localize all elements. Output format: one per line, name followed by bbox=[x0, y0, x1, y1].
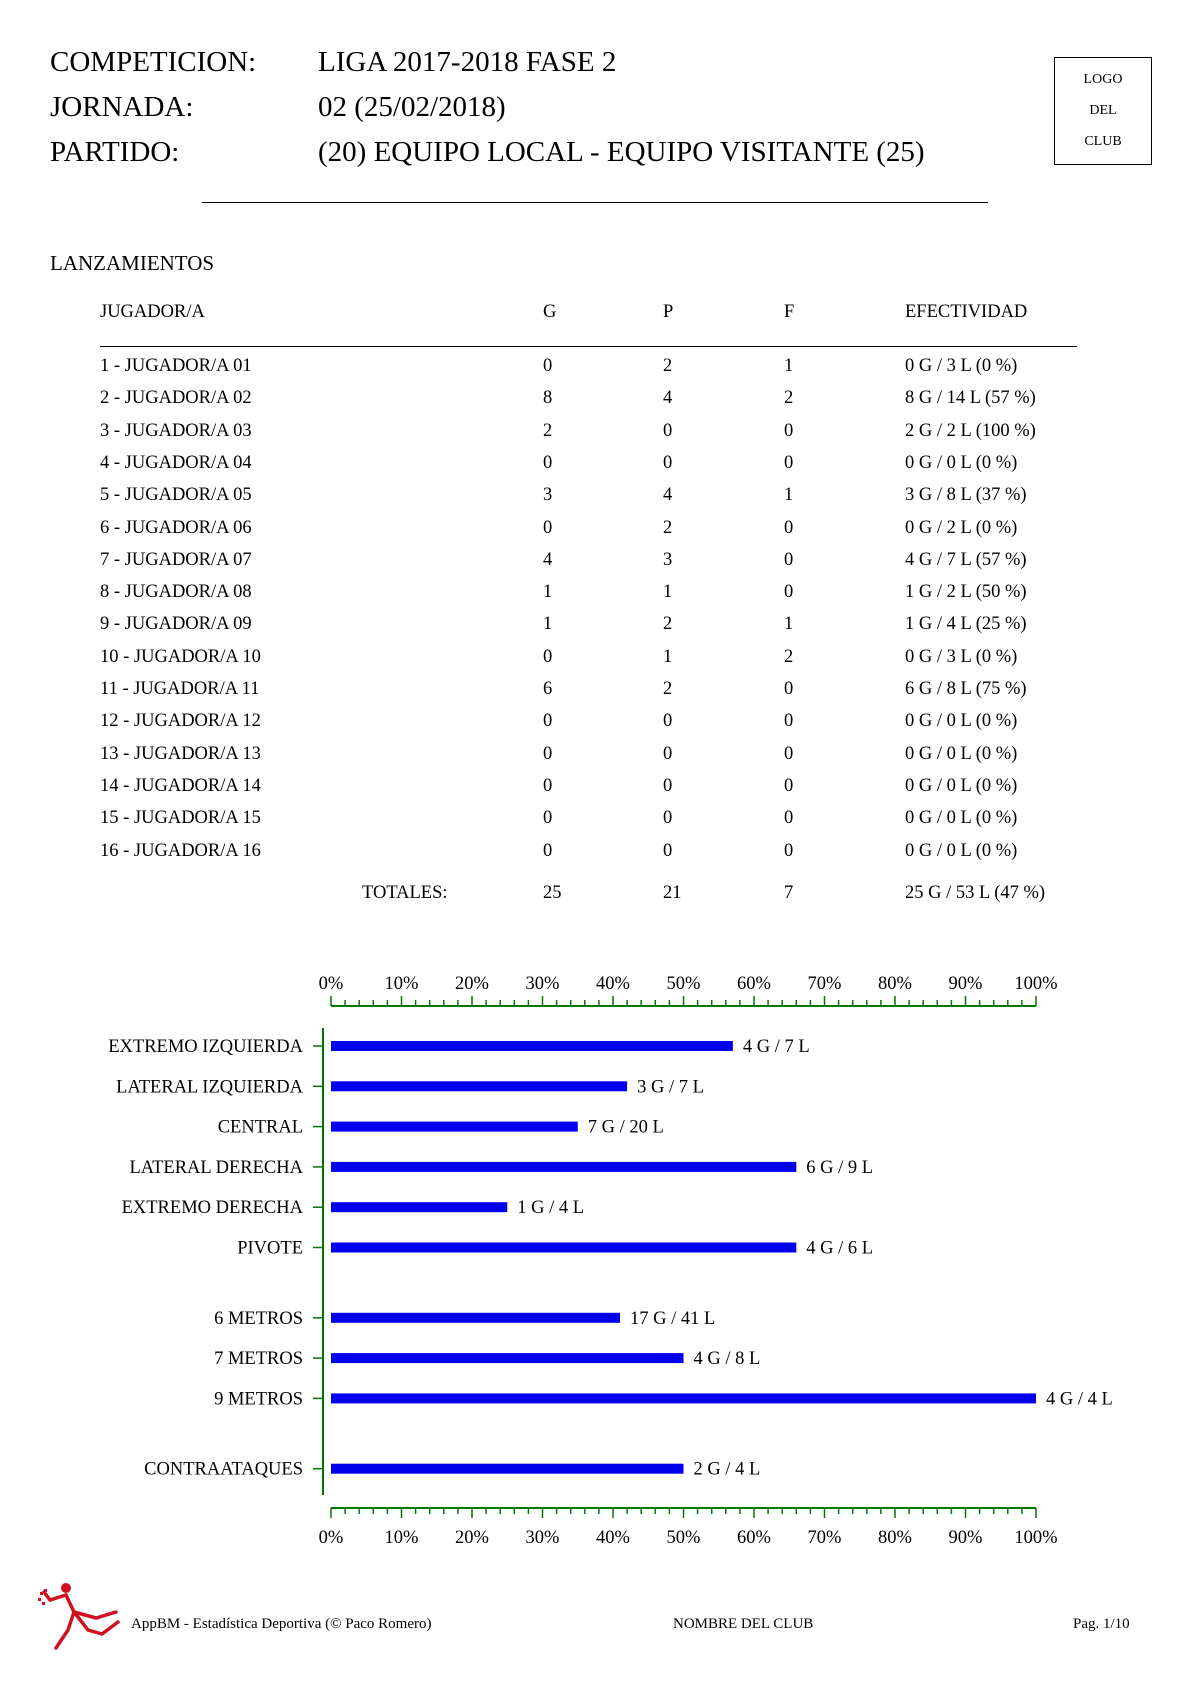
table-cell-ef: 0 G / 0 L (0 %) bbox=[905, 840, 1018, 861]
bar-value-label: 2 G / 4 L bbox=[693, 1459, 761, 1480]
bar bbox=[331, 1041, 733, 1051]
table-cell-f: 0 bbox=[784, 582, 794, 603]
table-cell-ef: 1 G / 4 L (25 %) bbox=[905, 614, 1027, 635]
table-cell-g: 8 bbox=[543, 388, 553, 409]
bottom-tick-label: 70% bbox=[807, 1528, 842, 1548]
bottom-tick-label: 80% bbox=[878, 1528, 912, 1548]
top-tick-label: 50% bbox=[666, 974, 701, 994]
bottom-tick-label: 60% bbox=[737, 1528, 771, 1548]
category-label: LATERAL IZQUIERDA bbox=[116, 1077, 303, 1098]
top-tick-label: 0% bbox=[318, 974, 344, 994]
table-cell-p: 0 bbox=[663, 743, 673, 764]
footer-club-name: NOMBRE DEL CLUB bbox=[673, 1616, 814, 1632]
table-cell-player: 7 - JUGADOR/A 07 bbox=[100, 549, 252, 570]
table-cell-p: 2 bbox=[663, 356, 673, 376]
bar-value-label: 1 G / 4 L bbox=[517, 1198, 585, 1219]
table-cell-p: 0 bbox=[663, 808, 673, 829]
table-cell-ef: 0 G / 0 L (0 %) bbox=[905, 808, 1018, 829]
column-header-f: F bbox=[784, 302, 795, 322]
table-cell-g: 0 bbox=[543, 840, 553, 861]
table-cell-g: 4 bbox=[543, 549, 553, 570]
bar-value-label: 4 G / 4 L bbox=[1046, 1389, 1113, 1410]
table-cell-ef: 3 G / 8 L (37 %) bbox=[905, 485, 1027, 506]
bottom-tick-label: 100% bbox=[1014, 1528, 1058, 1548]
table-cell-p: 0 bbox=[663, 420, 673, 441]
competicion-label: COMPETICION: bbox=[50, 46, 257, 78]
totals-cell-label: TOTALES: bbox=[362, 883, 448, 903]
totals-cell-f: 7 bbox=[784, 883, 794, 903]
top-tick-label: 70% bbox=[807, 974, 842, 994]
category-label: PIVOTE bbox=[237, 1238, 303, 1259]
table-cell-f: 0 bbox=[784, 452, 794, 473]
bar-value-label: 6 G / 9 L bbox=[806, 1157, 874, 1178]
jornada-value: 02 (25/02/2018) bbox=[318, 91, 506, 123]
table-cell-f: 1 bbox=[784, 356, 794, 376]
bar-value-label: 4 G / 8 L bbox=[693, 1349, 761, 1370]
table-cell-player: 11 - JUGADOR/A 11 bbox=[100, 679, 260, 699]
table-cell-player: 13 - JUGADOR/A 13 bbox=[100, 743, 261, 764]
bar-value-label: 4 G / 7 L bbox=[742, 1037, 810, 1057]
bottom-tick-label: 20% bbox=[455, 1528, 489, 1548]
table-cell-g: 1 bbox=[543, 614, 553, 635]
totals-cell-p: 21 bbox=[663, 883, 682, 903]
table-cell-f: 0 bbox=[784, 711, 794, 732]
bottom-tick-label: 10% bbox=[384, 1528, 419, 1548]
logo-line: LOGO bbox=[1083, 71, 1123, 87]
table-cell-p: 2 bbox=[663, 614, 673, 635]
bar-value-label: 4 G / 6 L bbox=[806, 1238, 874, 1259]
table-cell-f: 2 bbox=[784, 646, 794, 667]
footer-page-number: Pag. 1/10 bbox=[1073, 1616, 1130, 1632]
top-tick-label: 80% bbox=[878, 974, 912, 994]
table-cell-ef: 0 G / 2 L (0 %) bbox=[905, 517, 1018, 538]
category-label: CENTRAL bbox=[217, 1117, 303, 1138]
table-cell-p: 2 bbox=[663, 517, 673, 538]
table-cell-player: 14 - JUGADOR/A 14 bbox=[100, 775, 261, 796]
table-cell-g: 0 bbox=[543, 356, 553, 376]
table-cell-f: 0 bbox=[784, 420, 794, 441]
table-cell-f: 0 bbox=[784, 549, 794, 570]
partido-label: PARTIDO: bbox=[50, 136, 180, 168]
table-cell-g: 3 bbox=[543, 485, 553, 506]
category-label: CONTRAATAQUES bbox=[144, 1459, 303, 1480]
bar bbox=[331, 1353, 684, 1363]
category-label: 7 METROS bbox=[214, 1349, 303, 1370]
table-cell-ef: 1 G / 2 L (50 %) bbox=[905, 582, 1027, 603]
table-cell-p: 1 bbox=[663, 582, 673, 603]
top-tick-label: 100% bbox=[1014, 974, 1058, 994]
bar bbox=[331, 1081, 627, 1091]
table-cell-f: 0 bbox=[784, 743, 794, 764]
top-tick-label: 20% bbox=[455, 974, 489, 994]
bar bbox=[331, 1202, 507, 1212]
column-header-efectividad: EFECTIVIDAD bbox=[905, 302, 1028, 322]
table-cell-p: 3 bbox=[663, 549, 673, 570]
category-label: 9 METROS bbox=[214, 1389, 303, 1410]
table-cell-ef: 8 G / 14 L (57 %) bbox=[905, 388, 1036, 409]
table-cell-ef: 0 G / 3 L (0 %) bbox=[905, 646, 1018, 667]
table-cell-f: 0 bbox=[784, 775, 794, 796]
totals-cell-g: 25 bbox=[543, 883, 562, 903]
category-label: 6 METROS bbox=[214, 1308, 303, 1329]
table-cell-ef: 6 G / 8 L (75 %) bbox=[905, 679, 1027, 699]
table-cell-p: 2 bbox=[663, 679, 673, 699]
top-tick-label: 30% bbox=[525, 974, 560, 994]
table-cell-player: 10 - JUGADOR/A 10 bbox=[100, 646, 261, 667]
table-cell-ef: 0 G / 0 L (0 %) bbox=[905, 775, 1018, 796]
table-cell-player: 16 - JUGADOR/A 16 bbox=[100, 840, 261, 861]
section-title: LANZAMIENTOS bbox=[50, 251, 215, 275]
table-cell-g: 0 bbox=[543, 743, 553, 764]
bottom-tick-label: 0% bbox=[318, 1528, 344, 1548]
category-label: LATERAL DERECHA bbox=[129, 1157, 303, 1178]
table-cell-p: 0 bbox=[663, 840, 673, 861]
top-tick-label: 40% bbox=[596, 974, 630, 994]
table-cell-ef: 0 G / 3 L (0 %) bbox=[905, 356, 1018, 376]
totals-cell-ef: 25 G / 53 L (47 %) bbox=[905, 883, 1046, 903]
table-cell-p: 1 bbox=[663, 646, 673, 667]
column-header-g: G bbox=[543, 302, 557, 322]
table-cell-g: 0 bbox=[543, 711, 553, 732]
bar bbox=[331, 1162, 796, 1172]
table-cell-g: 2 bbox=[543, 420, 553, 441]
bar-value-label: 17 G / 41 L bbox=[630, 1308, 716, 1329]
table-cell-p: 0 bbox=[663, 775, 673, 796]
bar bbox=[331, 1243, 796, 1253]
table-cell-player: 2 - JUGADOR/A 02 bbox=[100, 388, 252, 409]
footer-app-credit: AppBM - Estadística Deportiva (© Paco Romero) bbox=[131, 1616, 432, 1632]
table-cell-g: 0 bbox=[543, 517, 553, 538]
logo-line: CLUB bbox=[1084, 134, 1122, 150]
column-header-p: P bbox=[663, 302, 674, 322]
table-cell-player: 5 - JUGADOR/A 05 bbox=[100, 485, 252, 506]
table-cell-ef: 4 G / 7 L (57 %) bbox=[905, 549, 1027, 570]
partido-value: (20) EQUIPO LOCAL - EQUIPO VISITANTE (25) bbox=[318, 136, 925, 168]
table-cell-f: 2 bbox=[784, 388, 794, 409]
table-cell-ef: 0 G / 0 L (0 %) bbox=[905, 452, 1018, 473]
table-cell-player: 12 - JUGADOR/A 12 bbox=[100, 711, 261, 732]
bar bbox=[331, 1122, 578, 1132]
table-cell-p: 0 bbox=[663, 711, 673, 732]
table-cell-g: 6 bbox=[543, 679, 553, 699]
bar bbox=[331, 1464, 684, 1474]
table-cell-f: 1 bbox=[784, 614, 794, 635]
table-cell-player: 1 - JUGADOR/A 01 bbox=[100, 356, 252, 376]
column-header-player: JUGADOR/A bbox=[100, 302, 205, 322]
bottom-tick-label: 90% bbox=[948, 1528, 983, 1548]
table-cell-g: 0 bbox=[543, 808, 553, 829]
table-cell-f: 0 bbox=[784, 517, 794, 538]
top-tick-label: 90% bbox=[948, 974, 983, 994]
table-cell-player: 8 - JUGADOR/A 08 bbox=[100, 582, 252, 603]
logo-line: DEL bbox=[1089, 102, 1117, 118]
table-cell-g: 0 bbox=[543, 452, 553, 473]
table-cell-f: 0 bbox=[784, 679, 794, 699]
table-cell-p: 4 bbox=[663, 388, 673, 409]
table-cell-ef: 0 G / 0 L (0 %) bbox=[905, 711, 1018, 732]
bar bbox=[331, 1393, 1036, 1403]
table-cell-f: 1 bbox=[784, 485, 794, 506]
table-cell-f: 0 bbox=[784, 808, 794, 829]
table-cell-player: 6 - JUGADOR/A 06 bbox=[100, 517, 252, 538]
top-tick-label: 60% bbox=[737, 974, 771, 994]
top-tick-label: 10% bbox=[384, 974, 419, 994]
jornada-label: JORNADA: bbox=[50, 91, 194, 123]
bottom-tick-label: 50% bbox=[666, 1528, 701, 1548]
table-cell-player: 4 - JUGADOR/A 04 bbox=[100, 452, 252, 473]
table-cell-ef: 0 G / 0 L (0 %) bbox=[905, 743, 1018, 764]
category-label: EXTREMO DERECHA bbox=[121, 1198, 303, 1219]
table-cell-player: 15 - JUGADOR/A 15 bbox=[100, 808, 261, 829]
table-cell-f: 0 bbox=[784, 840, 794, 861]
table-cell-g: 0 bbox=[543, 775, 553, 796]
table-cell-p: 4 bbox=[663, 485, 673, 506]
bar-value-label: 7 G / 20 L bbox=[587, 1117, 664, 1138]
bar-value-label: 3 G / 7 L bbox=[637, 1077, 704, 1098]
table-cell-player: 3 - JUGADOR/A 03 bbox=[100, 420, 252, 441]
table-cell-ef: 2 G / 2 L (100 %) bbox=[905, 420, 1036, 441]
bar bbox=[331, 1313, 620, 1323]
appbm-handball-player-icon bbox=[36, 1578, 128, 1656]
table-cell-p: 0 bbox=[663, 452, 673, 473]
table-cell-g: 0 bbox=[543, 646, 553, 667]
category-label: EXTREMO IZQUIERDA bbox=[108, 1037, 303, 1057]
bottom-tick-label: 40% bbox=[596, 1528, 630, 1548]
table-cell-g: 1 bbox=[543, 582, 553, 603]
bottom-tick-label: 30% bbox=[525, 1528, 560, 1548]
competicion-value: LIGA 2017-2018 FASE 2 bbox=[318, 46, 617, 78]
table-cell-player: 9 - JUGADOR/A 09 bbox=[100, 614, 252, 635]
